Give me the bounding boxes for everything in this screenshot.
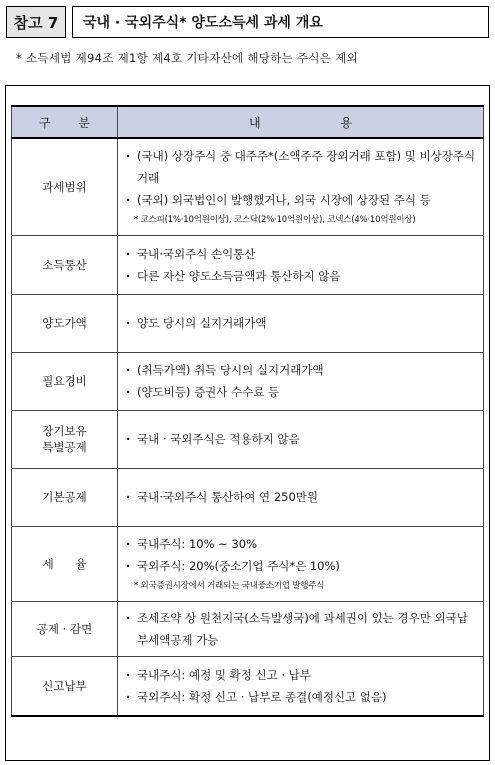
footnote: * 소득세법 제94조 제1항 제4호 기타자산에 해당하는 주식은 제외: [16, 51, 358, 65]
table-row: [12, 138, 484, 235]
row-content: [118, 410, 484, 468]
table-row: [12, 468, 484, 526]
row-subnote: * 코스피(1%·10억원이상), 코스닥(2%·10억원이상), 코넥스(4%·10억원이상): [134, 214, 416, 225]
row-content: [118, 526, 484, 601]
table-row: [12, 656, 484, 716]
list-item: · 양도 당시의 실지거래가액: [126, 312, 477, 334]
tax-overview-table: [11, 105, 484, 717]
row-content: [118, 294, 484, 352]
row-category: 세 율: [12, 526, 118, 601]
table-row: [12, 294, 484, 352]
list-item: · 국내·국외주식 손익통산: [126, 243, 477, 265]
row-category: 기본공제: [12, 468, 118, 526]
row-content: [118, 235, 484, 294]
row-category: 소득통산: [12, 235, 118, 294]
row-category: 장기보유 특별공제: [12, 410, 118, 468]
list-item: · 국내 · 국외주식은 적용하지 않음: [126, 428, 477, 450]
table-row: [12, 410, 484, 468]
row-content: [118, 656, 484, 716]
list-item: · 국외주식: 20%(중소기업 주식*은 10%): [126, 555, 477, 577]
header-content: 내 용: [118, 106, 484, 138]
list-item: · 국내주식: 예정 및 확정 신고 · 납부: [126, 664, 477, 686]
row-category: 과세범위: [12, 138, 118, 235]
row-content: [118, 138, 484, 235]
table-row: [12, 601, 484, 656]
row-category: 필요경비: [12, 352, 118, 410]
table-row: [12, 352, 484, 410]
list-item: · (양도비등) 증권사 수수료 등: [126, 381, 477, 403]
list-item: · 다른 자산 양도소득금액과 통산하지 않음: [126, 265, 477, 287]
list-item: · (국내) 상장주식 중 대주주*(소액주주 장외거래 포함) 및 비상장주식 거래: [126, 145, 477, 189]
header-category: 구 분: [12, 106, 118, 138]
list-item: · 조세조약 상 원천지국(소득발생국)에 과세권이 있는 경우만 외국납부세액공제 가능: [126, 607, 477, 651]
content-box: [5, 85, 490, 761]
list-item: · 국내주식: 10% ~ 30%: [126, 533, 477, 555]
row-category: 공제 · 감면: [12, 601, 118, 656]
row-content: [118, 468, 484, 526]
list-item: · 국내·국외주식 통산하여 연 250만원: [126, 486, 477, 508]
list-item: · 국외주식: 확정 신고 · 납부로 종결(예정신고 없음): [126, 686, 477, 708]
row-subnote: * 외국증권시장에서 거래되는 국내중소기업 발행주식: [134, 580, 325, 591]
title-row: [6, 6, 489, 38]
table-header-row: [12, 106, 484, 138]
list-item: · (취득가액) 취득 당시의 실지거래가액: [126, 359, 477, 381]
row-category: 신고납부: [12, 656, 118, 716]
table-row: [12, 526, 484, 601]
row-category: 양도가액: [12, 294, 118, 352]
row-content: [118, 601, 484, 656]
page-title: 국내 · 국외주식* 양도소득세 과세 개요: [72, 6, 489, 38]
list-item: · (국외) 외국법인이 발행했거나, 외국 시장에 상장된 주식 등: [126, 189, 477, 211]
reference-tag: 참고 7: [6, 6, 66, 38]
row-content: [118, 352, 484, 410]
table-row: [12, 235, 484, 294]
